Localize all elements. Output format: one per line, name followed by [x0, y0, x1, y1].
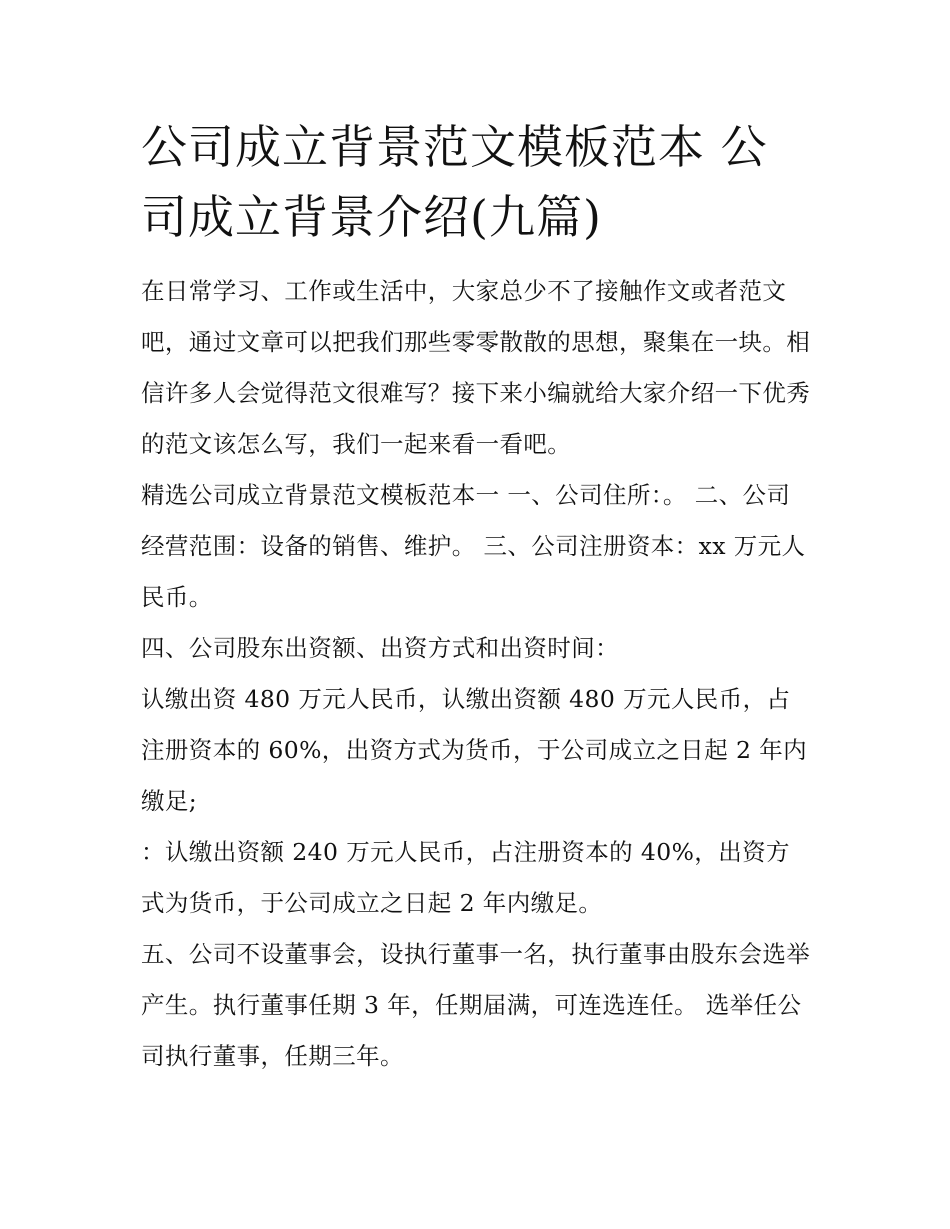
paragraph-shareholder-one: 认缴出资 480 万元人民币，认缴出资额 480 万元人民币，占注册资本的 60%，出资方式为货币，于公司成立之日起 2 年内缴足;: [141, 685, 807, 815]
document-body: [141, 112, 811, 1082]
paragraph-intro: 在日常学习、工作或生活中，大家总少不了接触作文或者范文吧，通过文章可以把我们那些零零散散的思想，聚集在一块。相信许多人会觉得范文很难写？接下来小编就给大家介绍一下优秀的范文该怎么写，我们一起来看一看吧。: [141, 277, 811, 458]
paragraph-company-basics: 精选公司成立背景范文模板范本一 一、公司住所：。 二、公司经营范围：设备的销售、维护。 三、公司注册资本：xx 万元人民币。: [141, 481, 806, 611]
paragraph-executive-director: 五、公司不设董事会，设执行董事一名，执行董事由股东会选举产生。执行董事任期 3 年，任期届满，可连选连任。 选举任公司执行董事，任期三年。: [141, 940, 811, 1070]
paragraph-shareholder-heading: 四、公司股东出资额、出资方式和出资时间：: [141, 634, 619, 662]
paragraph-shareholder-two: ：认缴出资额 240 万元人民币，占注册资本的 40%，出资方式为货币，于公司成立之日起 2 年内缴足。: [141, 838, 790, 917]
document-title: 公司成立背景范文模板范本 公司成立背景介绍(九篇): [141, 120, 768, 244]
